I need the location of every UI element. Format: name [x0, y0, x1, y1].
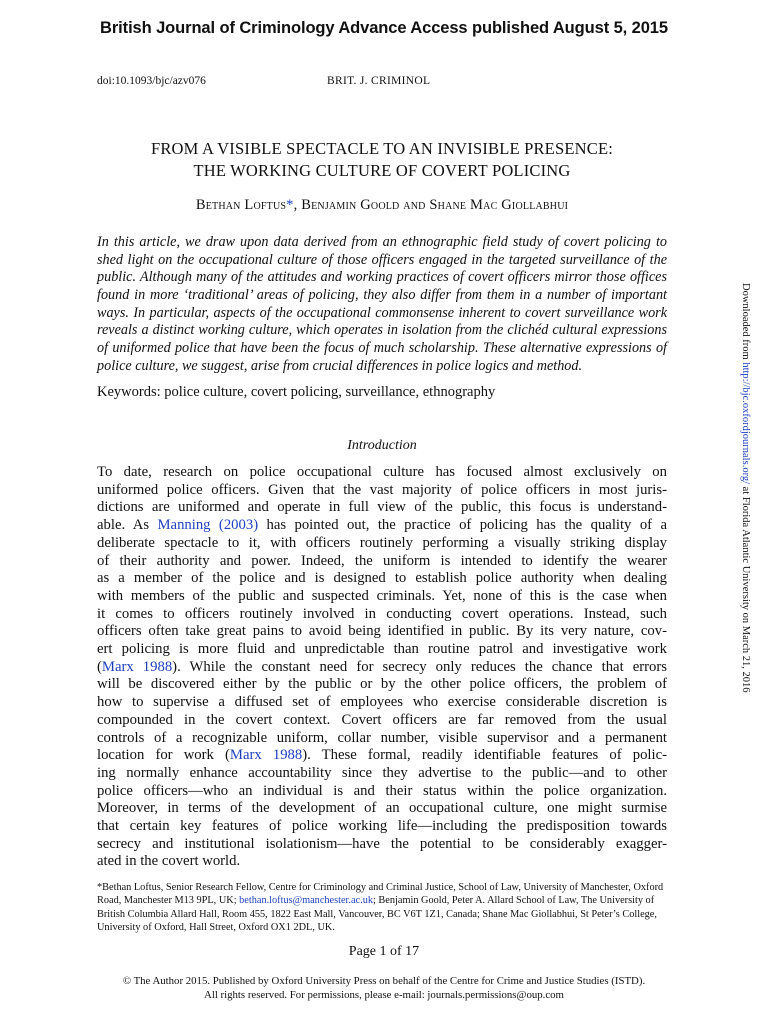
copyright-line: All rights reserved. For permissions, please e-mail: journals.permissions@oup.com: [204, 988, 564, 1001]
abstract: In this article, we draw upon data derived from an ethnographic field study of covert policing to shed light on the occupational culture of those officers engaged in the targeted surveillance of the public. Although many of the attitudes and working practices of covert officers mirror those offices found in more ‘traditional’ areas of policing, they also differ from them in a number of important ways. In particular, aspects of the occupational commonsense inherent to covert surveillance work reveals a distinct working culture, which operates in isolation from the clichéd cultural expressions of uniformed police that have been the focus of much scholarship. These alternative expressions of police culture, we suggest, arise from crucial differences in police logics and method.: [97, 234, 667, 374]
copyright-line: © The Author 2015. Published by Oxford University Press on behalf of the Centre for Crime and Justice Studies (ISTD).: [122, 975, 646, 987]
body-line: with members of the public and suspected criminals. Yet, none of this is the case when: [97, 587, 667, 604]
body-line: secrecy and institutional isolationism—have the potential to be considerably exagger-: [97, 835, 667, 852]
body-line: how to supervise a diffused set of employees who exercise considerable discretion is: [97, 694, 667, 711]
download-suffix: at Florida Atlantic University on March 21, 2016: [740, 484, 751, 693]
body-line: it comes to officers routinely involved in conducting covert operations. Instead, such: [97, 605, 667, 622]
body-paragraph: [97, 464, 667, 871]
title-line: THE WORKING CULTURE OF COVERT POLICING: [193, 161, 571, 180]
body-text-fragment: able. As: [97, 517, 158, 534]
body-line: of their authority and power. Indeed, the uniform is intended to identify the wearer: [97, 552, 667, 569]
author-first: Bethan Loftus: [195, 197, 287, 213]
journal-abbreviation: BRIT. J. CRIMINOL: [327, 75, 431, 87]
body-line: uniformed police officers. Given that the vast majority of police officers in most juris-: [97, 481, 667, 498]
author-list: [97, 197, 667, 214]
body-line: [97, 659, 667, 677]
title-line: FROM A VISIBLE SPECTACLE TO AN INVISIBLE PRESENCE:: [150, 139, 614, 158]
download-note: [740, 283, 751, 743]
body-line: ert policing is more fluid and unpredictable than routine patrol and investigative work: [97, 641, 667, 658]
body-line: compounded in the covert context. Covert officers are far removed from the usual: [97, 711, 667, 728]
download-prefix: Downloaded from: [740, 283, 751, 363]
body-line: ing normally enhance accountability since they advertise to the public—and to other: [97, 764, 667, 781]
body-text-fragment: ). While the constant need for secrecy only reduces the chance that errors: [172, 658, 667, 675]
copyright-notice: [0, 975, 768, 1002]
email-link[interactable]: bethan.loftus@manchester.ac.uk: [239, 895, 373, 907]
body-line: that certain key features of police working life—including the predisposition towards: [97, 818, 667, 835]
journal-url-link[interactable]: http://bjc.oxfordjournals.org/: [740, 362, 751, 485]
keywords: Keywords: police culture, covert policing, surveillance, ethnography: [97, 384, 496, 400]
doi-label: doi:10.1093/bjc/azv076: [97, 75, 206, 87]
author-footnote: [97, 881, 667, 935]
section-heading: Introduction: [347, 438, 417, 453]
citation-link[interactable]: Marx 1988: [101, 658, 173, 675]
body-line: [97, 747, 667, 765]
body-line: controls of a recognizable uniform, collar number, visible supervisor and a permanent: [97, 729, 667, 746]
body-line: To date, research on police occupational culture has focused almost exclusively on: [97, 464, 667, 480]
body-line: deliberate spectacle to it, with officers routinely performing a visually striking display: [97, 534, 667, 551]
footnote-text: ; Benjamin Goold, Peter A. Allard School of Law, The University of British Columbia Allard Hall, Room 455, 1822 East Mall, Vancouver, BC V6T 1Z1, Canada; Shane Mac Giollabhui, St Peter’s College, University of Oxford, Hall Street, Oxford OX1 2DL, UK.: [97, 895, 657, 934]
body-text-fragment: has pointed out, the practice of policing has the quality of a: [258, 517, 667, 534]
citation-link[interactable]: Manning (2003): [157, 517, 259, 534]
body-text-fragment: ). These formal, readily identifiable features of polic-: [302, 747, 667, 764]
citation-link[interactable]: Marx 1988: [229, 747, 303, 764]
body-text-fragment: (: [97, 658, 102, 675]
body-line: as a member of the police and is designed to establish police authority when dealing: [97, 570, 667, 587]
page-number: Page 1 of 17: [348, 944, 420, 959]
body-text-fragment: location for work (: [97, 747, 230, 764]
body-line: will be discovered either by the public or by the other police officers, the problem of: [97, 676, 667, 693]
body-line: [97, 517, 667, 535]
body-line: Moreover, in terms of the development of an occupational culture, one might surmise: [97, 800, 667, 817]
download-sidebar: [737, 283, 751, 743]
body-line: officers often take great pains to avoid being identified in public. By its very nature, cov-: [97, 623, 667, 640]
body-line: ated in the covert world.: [97, 853, 241, 870]
author-rest: , Benjamin Goold and Shane Mac Giollabhui: [293, 197, 569, 213]
footnote-marker-link[interactable]: *: [286, 197, 294, 213]
article-title: [97, 138, 667, 182]
body-line: dictions are uniformed and operate in full view of the public, this focus is understand-: [97, 499, 667, 516]
journal-banner: British Journal of Criminology Advance Access published August 5, 2015: [100, 19, 668, 37]
body-line: police officers—who an individual is and their status within the police organization.: [97, 782, 667, 799]
footnote-text: *Bethan Loftus, Senior Research Fellow, Centre for Criminology and Criminal Justice, School of Law, University of Manchester, Oxford Road, Manchester M13 9PL, UK;: [97, 882, 664, 907]
